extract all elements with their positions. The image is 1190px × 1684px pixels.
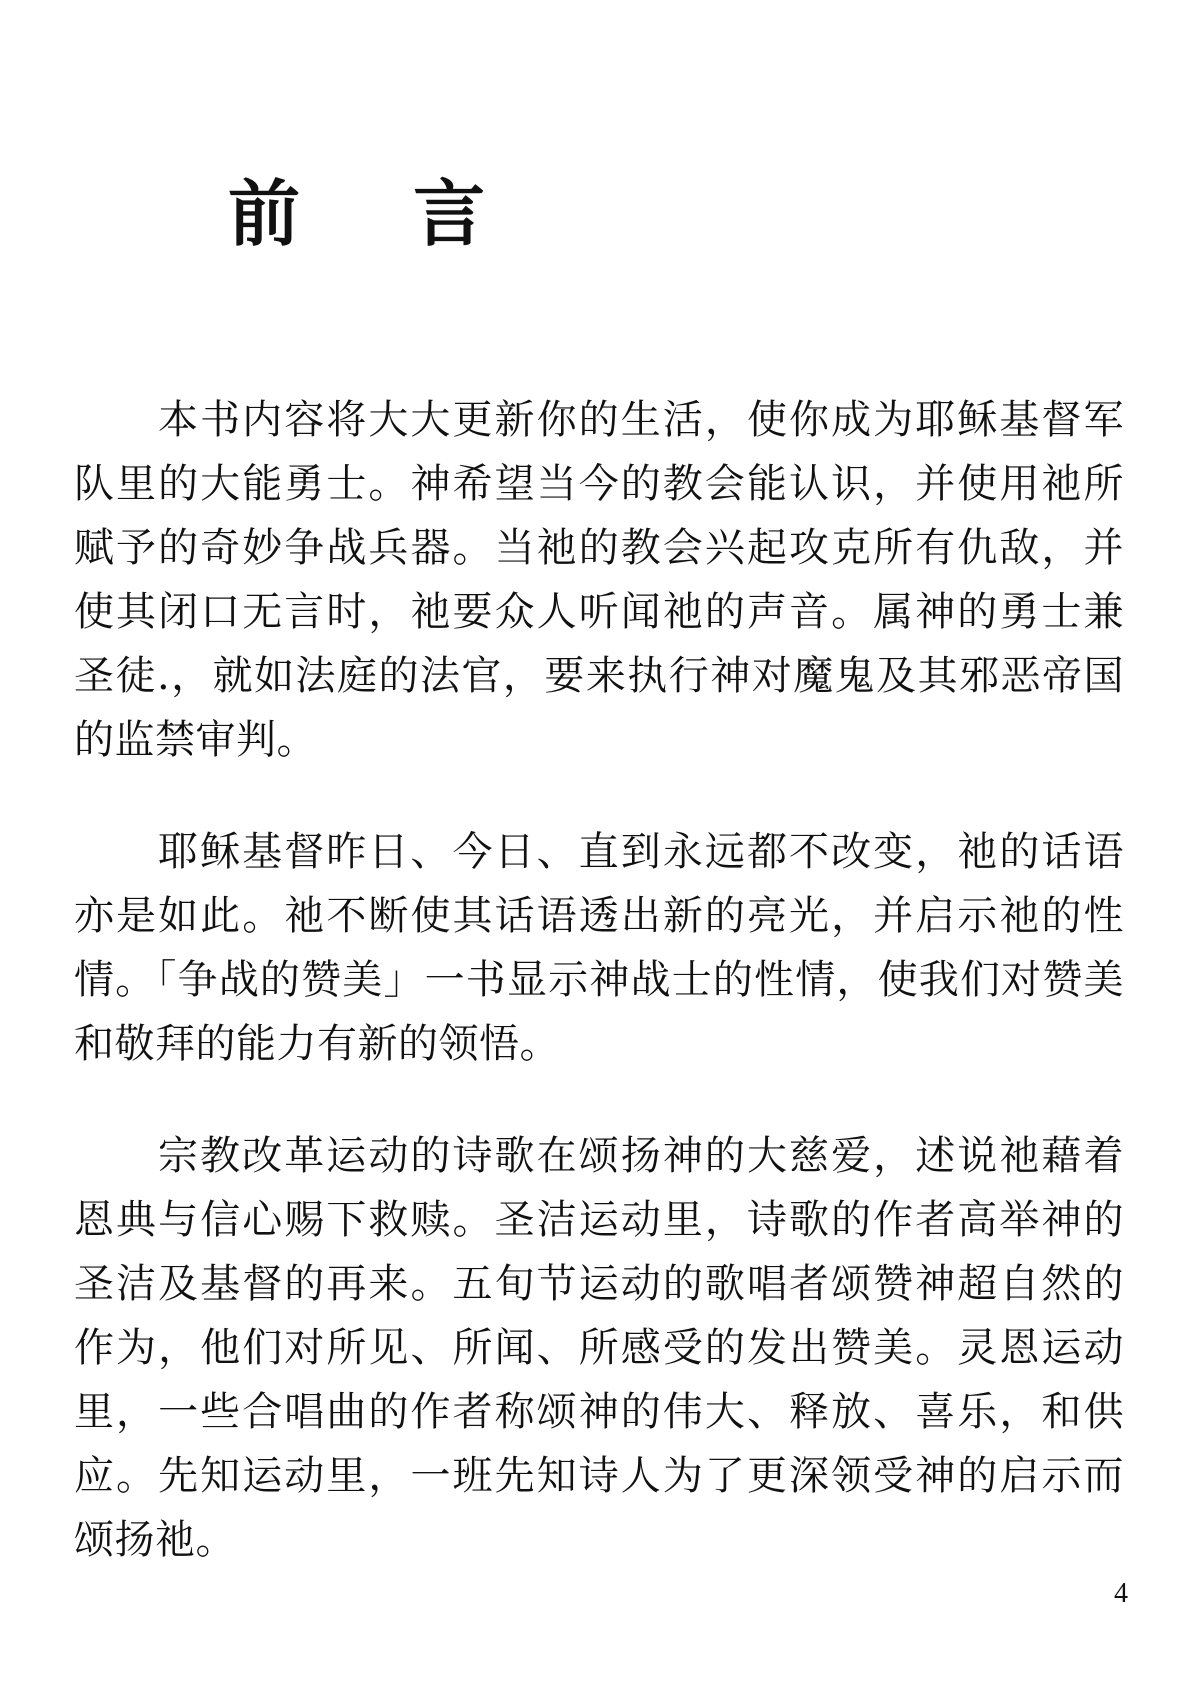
body-text: [74, 388, 1124, 1620]
paragraph-2: 耶稣基督昨日、今日、直到永远都不改变，祂的话语亦是如此。祂不断使其话语透出新的亮光，并启示祂的性情。「争战的赞美」一书显示神战士的性情，使我们对赞美和敬拜的能力有新的领悟。: [74, 829, 1124, 1067]
page-number: 4: [1114, 1578, 1128, 1609]
paragraph-3: 宗教改革运动的诗歌在颂扬神的大慈爱，述说祂藉着恩典与信心赐下救赎。圣洁运动里，诗歌的作者高举神的圣洁及基督的再来。五旬节运动的歌唱者颂赞神超自然的作为，他们对所见、所闻、所感受的发出赞美。灵恩运动里，一些合唱曲的作者称颂神的伟大、释放、喜乐，和供应。先知运动里，一班先知诗人为了更深领受神的启示而颂扬祂。: [74, 1133, 1124, 1563]
paragraph-1: 本书内容将大大更新你的生活，使你成为耶稣基督军队里的大能勇士。神希望当今的教会能认识，并使用祂所赋予的奇妙争战兵器。当祂的教会兴起攻克所有仇敌，并使其闭口无言时，祂要众人听闻祂的声音。属神的勇士兼圣徒.，就如法庭的法官，要来执行神对魔鬼及其邪恶帝国的监禁审判。: [74, 397, 1124, 763]
page-title: 前 言: [228, 172, 530, 256]
